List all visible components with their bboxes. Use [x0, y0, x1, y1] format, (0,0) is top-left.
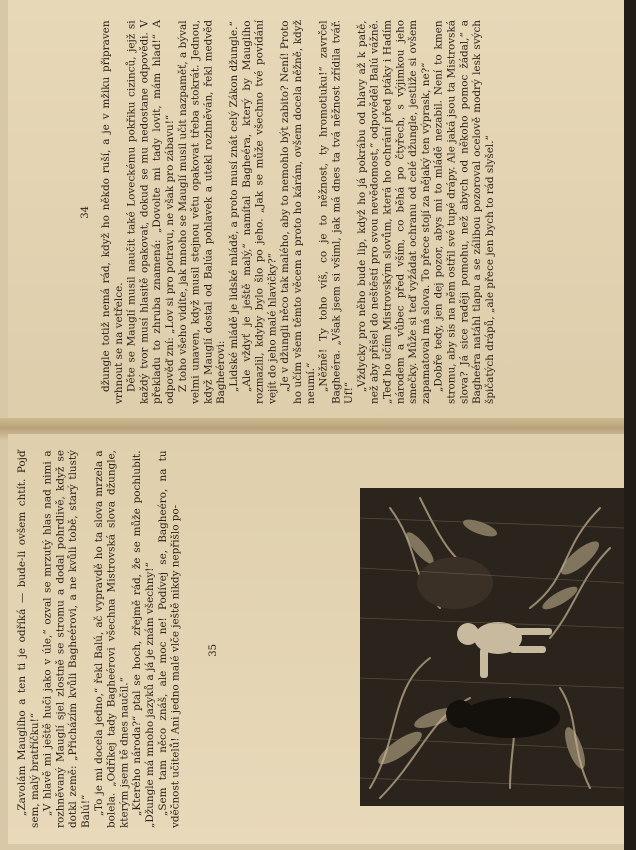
page-34-text [100, 20, 608, 404]
paragraph: Z toho všeho vidíte, jak mnoho se Mauglí musil učit nazpaměť, a býval velmi unaven, když musil stejnou větu opakovat třeba stokrát. Jednou, když Mauglí dostal od Balúa pohlavek a utekl rozhněván, řekl medvěd Bagheérovi: [176, 20, 228, 404]
paragraph: džungle totiž nemá rád, když ho někdo ruší, a je v mžiku připraven vrhnout se na vetřelce. [100, 20, 125, 404]
paragraph: „V hlavě mi ještě huči jako v úle,“ ozval se mrzutý hlas nad nimi a rozhněvaný Mauglí sjel zlostně se stromu a dodal pohrdlivě, když se dotkl země: „Přicházím kvůli Bagheérovi, a ne kvůli tobě, starý tlustý Balú!“ [41, 450, 92, 828]
paragraph: „Dobře tedy, jen dej pozor, abys mi to mládě nezabil. Není to kmen stromu, aby sis na něm ostřil své tupé drápy. Ale jaká jsou ta Mistrovská slova? Já sice raději pomohu, než abych od někoho pomoc žádal,“ a Bagheéra natáhl tlapu a se zálibou pozoroval ocelově modrý lesk svých špičatých drápů, „ale přece jen bych to rád slyšel.“ [432, 20, 496, 404]
page-right [8, 434, 624, 844]
paragraph: „Ale vždyť je ještě malý,“ namítal Bagheéra, který by Mauglího rozmazlil, kdyby bylo šlo po jeho. „Jak se může všechno tvé povídání vejít do jeho malé hlavičky?“ [240, 20, 279, 404]
paragraph: „Lidské mládě je lidské mládě, a proto musí znát celý Zákon džungle.“ [227, 20, 240, 392]
paragraph: „Něžně! Ty toho víš, co je to něžnost, ty hromotluku!“ zavrčel Bagheéra. „Však jsem si všiml, jak má dnes ta tvá něžnost zřídila tvář. Uf!“ [317, 20, 356, 404]
paragraph: „Vždycky pro něho bude lip, když ho já pokrábu od hlavy až k patě, než aby přišel do neštěstí pro svou nevědomost,“ odpověděl Balú vážně. „Teď ho učím Mistrovským slovům, která ho ochrání před ptáky i Hadím národem a vůbec před vším, co běhá po čtyřech, s výjimkou jeho smečky. Může si teď vyžádat ochranu od celé džungle, jestliže si ovšem zapamatoval má slova. To přece stojí za nějaký ten výprask, ne?“ [355, 20, 432, 404]
paragraph: „Kterého národa?“ ptal se hoch, zřejmě rád, že se může pochlubit. „Džungle má mnoho jazyků a já je znám všechny!“ [131, 450, 156, 828]
book-cover-edge [624, 0, 636, 850]
paragraph: „To je mi docela jedno,“ řekl Balú, ač vypravdě ho ta slova mrzela a bolela. „Odříkej tady Bagheérovi všechna Mistrovská slova džungle, kterým jsem tě dnes naučil.“ [92, 450, 131, 828]
jungle-illustration [360, 488, 624, 806]
jungle-woodcut-image [360, 488, 624, 806]
paragraph: „Je v džungli něco tak malého, aby to nemohlo být zabito? Není! Proto ho učím všem těmto věcem a proto ho kárám, ovšem docela něžně, když neumí.“ [279, 20, 317, 404]
page-number-35: 35 [208, 644, 219, 657]
page-35-text [16, 450, 186, 828]
page-number-34: 34 [80, 206, 91, 219]
paragraph: „Zavolám Mauglího a ten ti je odříká — bude-li ovšem chtít. Pojď sem, malý bratříčku!“ [16, 450, 41, 828]
paragraph: Děte se Mauglí musil naučit také Loveckému pokřiku cizinců, jejž si každý tvor musí hlasitě opakovat, dokud se mu nedostane odpovědi. V překladu to zhruba znamená: „Dovolte mi tady lovit, mám hlad!“ A odpověď zní: „Lov si pro potravu, ne však pro zábavu!“ [125, 20, 176, 404]
page-left [8, 0, 624, 424]
paragraph: „Sem tam něco znáš, ale moc ne! Podívej se, Bagheéro, na tu vděčnost učitelů! Ani jedno malé vlče ještě nikdy nepřišlo po- [156, 450, 182, 828]
